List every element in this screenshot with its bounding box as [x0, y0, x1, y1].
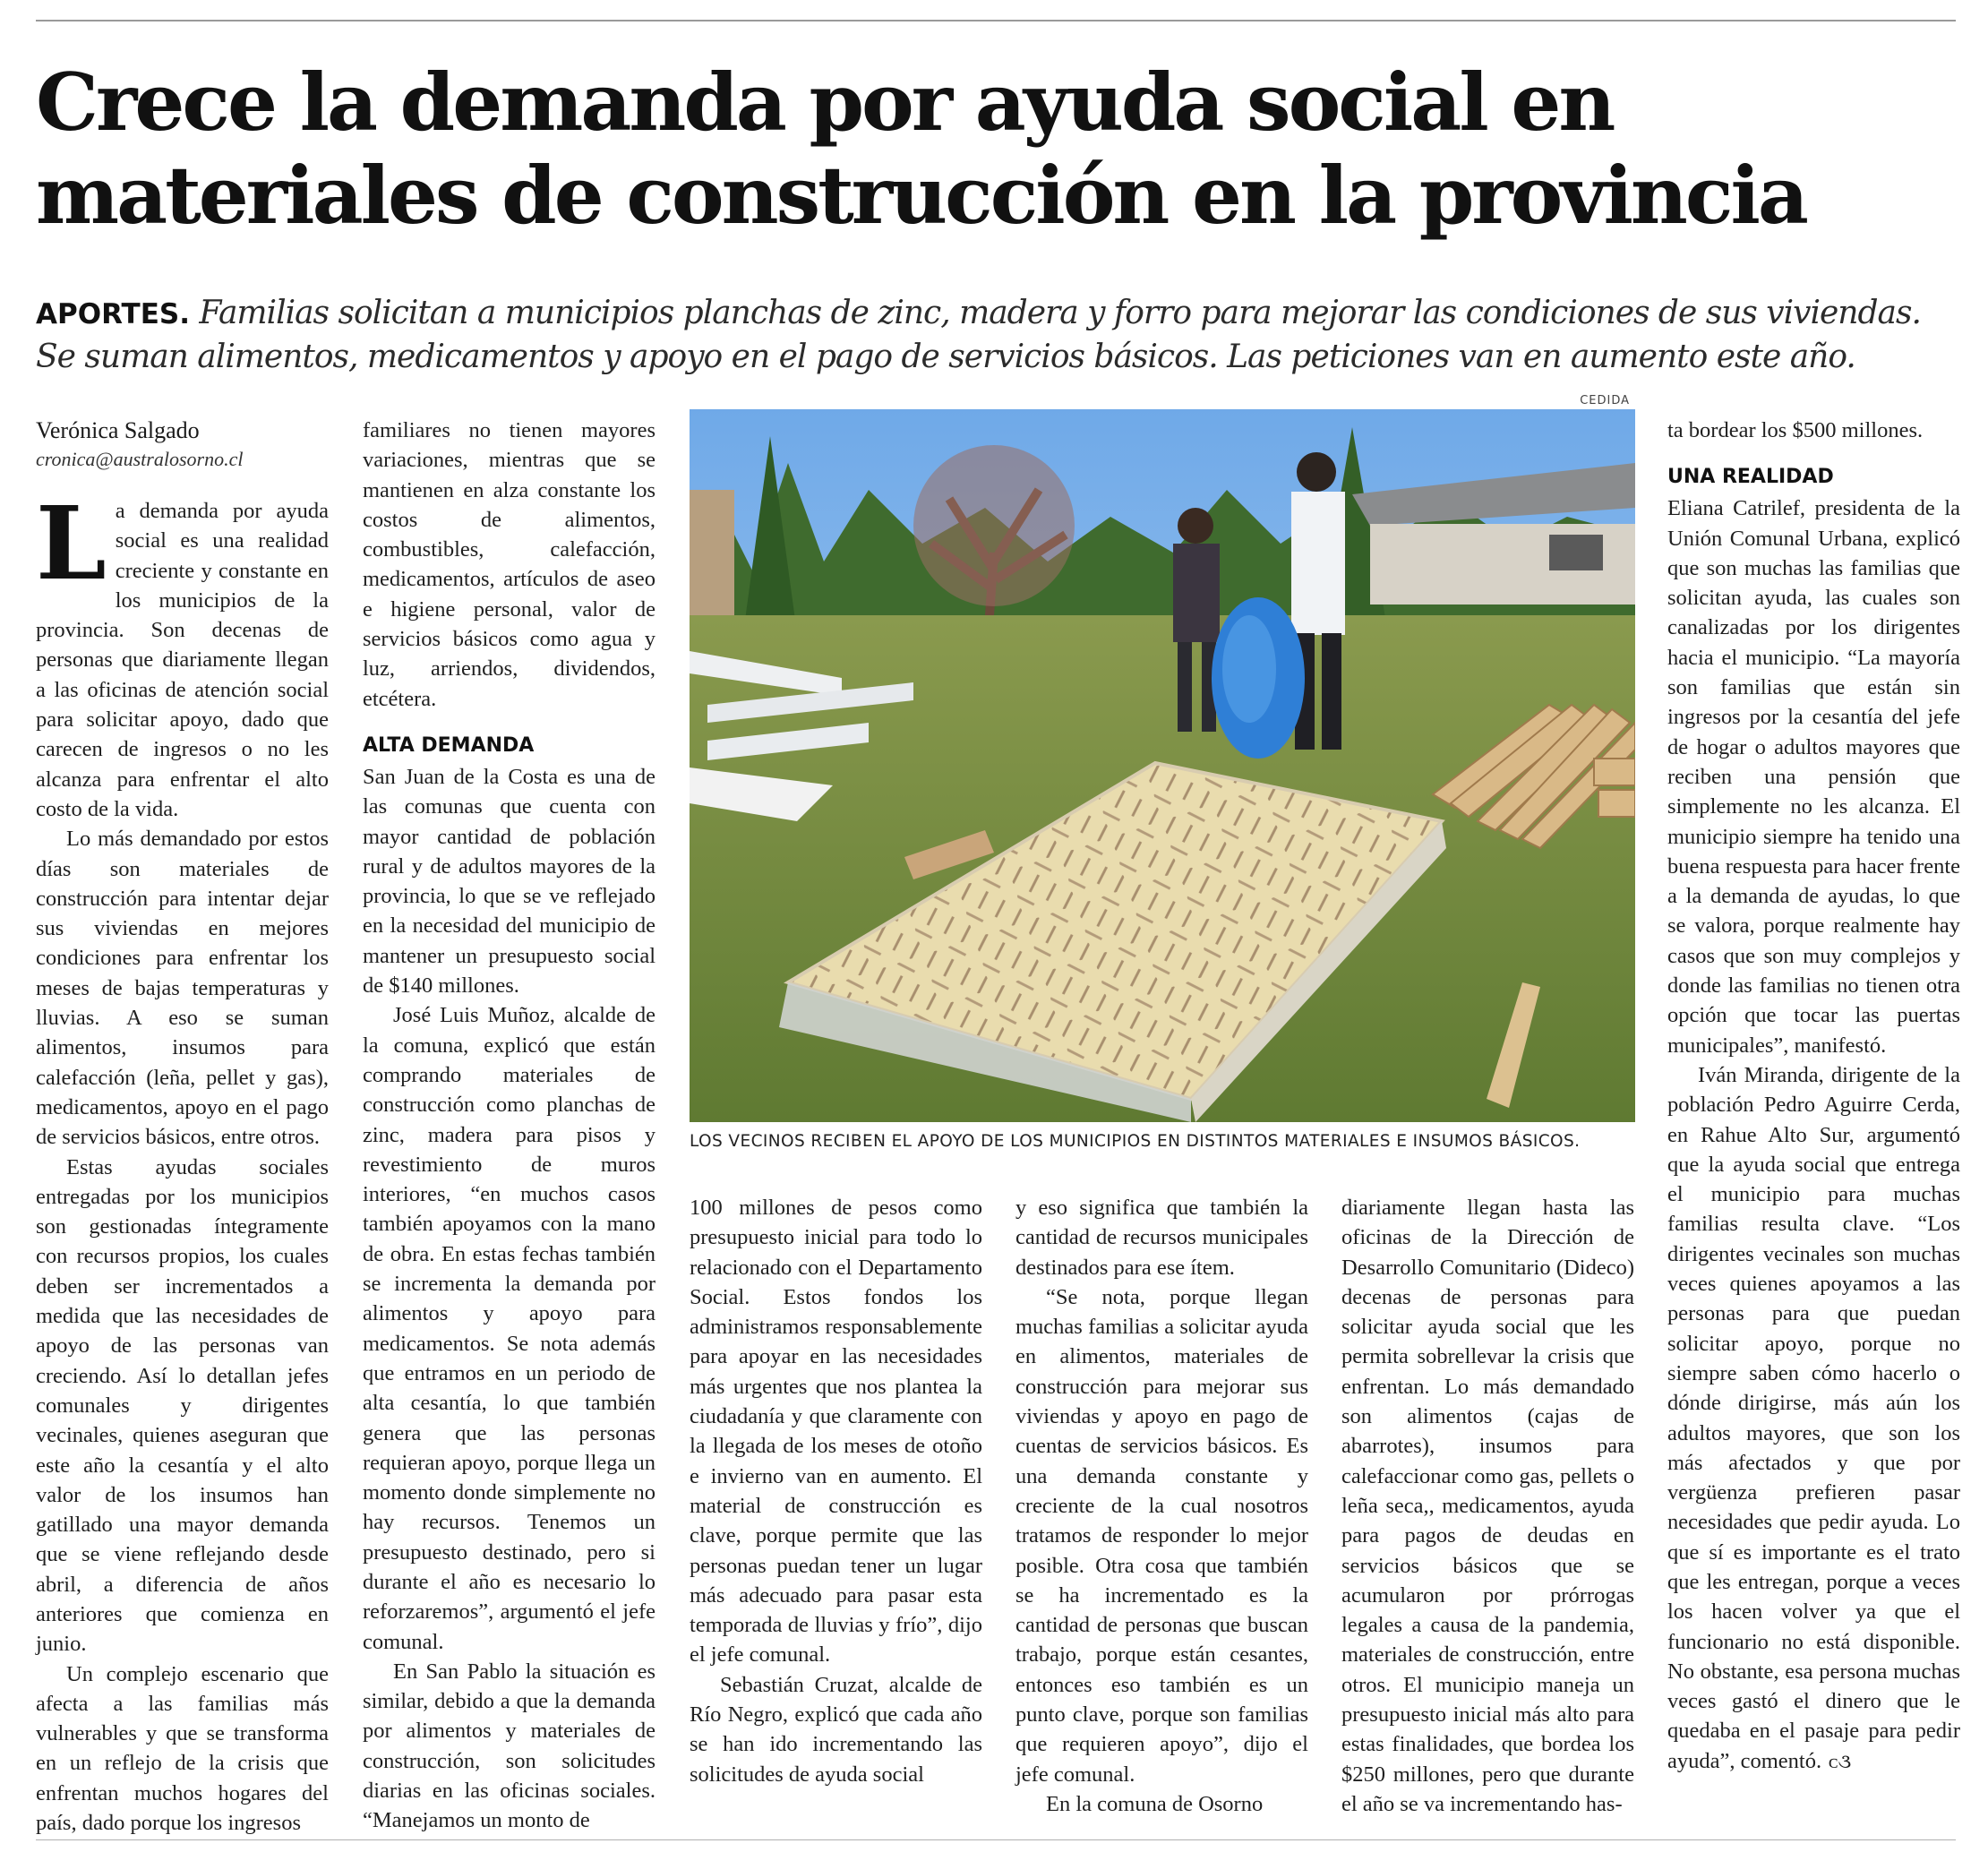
paragraph: Estas ayudas sociales entregadas por los municipios son gestionadas íntegramente con recursos propios, los cuales deben ser incrementados a medida que las necesidades de apoyo de las personas van creciendo. Así lo detallan jefes comunales y dirigentes vecinales, quienes aseguran que este año la cesantía y el alto valor de los insumos han gatillado una mayor demanda que se viene reflejando desde abril, a diferencia de años anteriores que comienza en junio.	[36, 1154, 329, 1657]
paragraph: En San Pablo la situación es similar, debido a que la demanda por alimentos y materiales de construcción, son solicitudes diarias en las oficinas sociales. “Manejamos un monto de	[363, 1659, 656, 1833]
paragraph: Sebastián Cruzat, alcalde de Río Negro, explicó que cada año se han ido incrementando las solicitudes de ayuda social	[690, 1672, 982, 1787]
paragraph: Lo más demandado por estos días son materiales de construcción para intentar dejar sus viviendas en mejores condiciones para enfrentar los meses de bajas temperaturas y lluvias. A eso se suman alimentos, insumos para calefacción (leña, pellet y gas), medicamentos, apoyo en el pago de servicios básicos, entre otros.	[36, 827, 329, 1150]
headline: Crece la demanda por ayuda social en materiales de construcción en la provincia	[36, 56, 1806, 242]
subhead-una-realidad: UNA REALIDAD	[1667, 466, 1834, 489]
paragraph: San Juan de la Costa es una de las comunas que cuenta con mayor cantidad de población rural y de adultos mayores de la provincia, lo que se ve reflejado en la necesidad del municipio de mantener un presupuesto social de $140 millones.	[363, 764, 656, 999]
article-photo	[690, 409, 1635, 1122]
byline-email: cronica@australosorno.cl	[36, 448, 244, 470]
photo-caption: LOS VECINOS RECIBEN EL APOYO DE LOS MUNICIPIOS EN DISTINTOS MATERIALES E INSUMOS BÁSICOS.	[690, 1132, 1581, 1151]
paragraph: 100 millones de pesos como presupuesto inicial para todo lo relacionado con el Departamento Social. Estos fondos los administramos responsablemente para apoyar en las necesidades más urgentes que nos plantea la ciudadanía y que claramente con la llegada de los meses de otoño e invierno van en aumento. El material de construcción es clave, porque permite que las personas puedan tener un lugar más adecuado para pasar esta temporada de lluvias y frío”, dijo el jefe comunal.	[690, 1196, 982, 1668]
subhead-alta-demanda: ALTA DEMANDA	[363, 733, 535, 757]
paragraph: Un complejo escenario que afecta a las familias más vulnerables y que se transforma en un reflejo de la crisis que enfrentan muchos hogares del país, dado porque los ingresos	[36, 1661, 329, 1836]
paragraph-text: a demanda por ayuda social es una realidad creciente y constante en los municipios de la provincia. Son decenas de personas que diariamente llegan a las oficinas de atención social para solicitar apoyo, dado que carecen de ingresos o no les alcanza para enfrentar el alto costo de la vida.	[36, 499, 329, 821]
paragraph: José Luis Muñoz, alcalde de la comuna, explicó que están comprando materiales de construcción como planchas de zinc, madera para pisos y revestimiento de muros interiores, “en muchos casos también apoyamos con la mano de obra. En estas fechas también se incrementa la demanda por alimentos y apoyo para medicamentos. Se nota además que entramos en un periodo de alta cesantía, lo que también genera que las personas requieran apoyo, porque llega un momento donde simplemente no hay recursos. Tenemos un presupuesto destinado, pero si durante el año es necesario lo reforzaremos”, argumentó el jefe comunal.	[363, 1003, 656, 1654]
column-2	[363, 416, 656, 1836]
photo-illustration	[690, 409, 1635, 1122]
paragraph: diariamente llegan hasta las oficinas de la Dirección de Desarrollo Comunitario (Dideco) decenas de personas para solicitar ayuda social que les permita sobrellevar la crisis que enfrentan. Lo más demandado son alimentos (cajas de abarrotes), insumos para calefaccionar como gas, pellets o leña seca,, medicamentos, ayuda para pagos de deudas en servicios básicos que se acumularon por prórrogas legales a causa de la pandemia, materiales de construcción, entre otros. El municipio maneja un presupuesto inicial más alto para estas finalidades, que bordea los $250 millones, pero que durante el año se va incrementando has-	[1341, 1196, 1634, 1816]
photo-credit: CEDIDA	[1580, 394, 1630, 407]
top-rule	[36, 20, 1956, 21]
column-4	[1015, 1193, 1308, 1819]
deck-kicker: APORTES.	[36, 298, 190, 330]
column-3	[690, 1193, 982, 1789]
paragraph: Eliana Catrilef, presidenta de la Unión Comunal Urbana, explicó que son muchas las familias que solicitan ayuda, las cuales son canalizadas por los dirigentes hacia el municipio. “La mayoría son familias que están sin ingresos por la cesantía del jefe de hogar o adultos mayores que reciben una pensión que simplemente no les alcanza. El municipio siempre ha tenido una buena respuesta para hacer frente a la demanda de ayudas, lo que se valora, porque realmente hay casos que son muy complejos y donde las familias no tienen otra opción que tocar las puertas municipales”, manifestó.	[1667, 496, 1960, 1058]
column-6	[1667, 416, 1960, 1776]
drop-cap: L	[36, 485, 107, 603]
paragraph: y eso significa que también la cantidad de recursos municipales destinados para ese ítem.	[1015, 1196, 1308, 1280]
paragraph-text: Iván Miranda, dirigente de la población Pedro Aguirre Cerda, en Rahue Alto Sur, argumentó que la ayuda social que entrega el municipio para muchas familias resulta clave. “Los dirigentes vecinales son muchas veces quienes apoyamos a las personas para que puedan solicitar apoyo, porque no siempre saben cómo hacerlo o dónde dirigirse, más aún los adultos mayores, que son los más afectados y que por vergüenza prefieren pasar necesidades que pedir ayuda. Lo que sí es importante es el trato que les entregan, porque a veces los hacen volver ya que el funcionario no está disponible. No obstante, esa persona muchas veces gastó el dinero que le quedaba en el pasaje para pedir ayuda”, comentó.	[1667, 1062, 1960, 1773]
deck	[36, 292, 1961, 379]
paragraph: familiares no tienen mayores variaciones, mientras que se mantienen en alza constante los costos de alimentos, combustibles, calefacción, medicamentos, artículos de aseo e higiene personal, valor de servicios básicos como agua y luz, arriendos, dividendos, etcétera.	[363, 418, 656, 711]
byline-name: Verónica Salgado	[36, 417, 200, 443]
deck-text: Familias solicitan a municipios planchas de zinc, madera y forro para mejorar las condiciones de sus viviendas. Se suman alimentos, medicamentos y apoyo en el pago de servicios básicos. Las peticiones van en aumento este año.	[36, 295, 1921, 375]
paragraph: “Se nota, porque llegan muchas familias a solicitar ayuda en alimentos, materiales de construcción para mejorar sus viviendas y apoyo en pago de cuentas de servicios básicos. Es una demanda constante y creciente de la cual nosotros tratamos de responder lo mejor posible. Otra cosa que también se ha incrementado es la cantidad de personas que buscan trabajo, porque están cesantes, entonces eso también es un punto clave, porque son familias que requieren apoyo”, dijo el jefe comunal.	[1015, 1284, 1308, 1787]
column-5	[1341, 1193, 1634, 1819]
shed	[690, 490, 734, 624]
bottom-rule	[36, 1839, 1956, 1840]
person-man	[1297, 452, 1336, 492]
person-woman	[1178, 508, 1213, 544]
paragraph	[1667, 1060, 1960, 1776]
end-mark: ᴄ૩	[1829, 1749, 1852, 1772]
paragraph	[36, 485, 329, 824]
paragraph: En la comuna de Osorno	[1046, 1791, 1264, 1816]
column-1	[36, 416, 329, 1838]
paragraph: ta bordear los $500 millones.	[1667, 418, 1924, 442]
